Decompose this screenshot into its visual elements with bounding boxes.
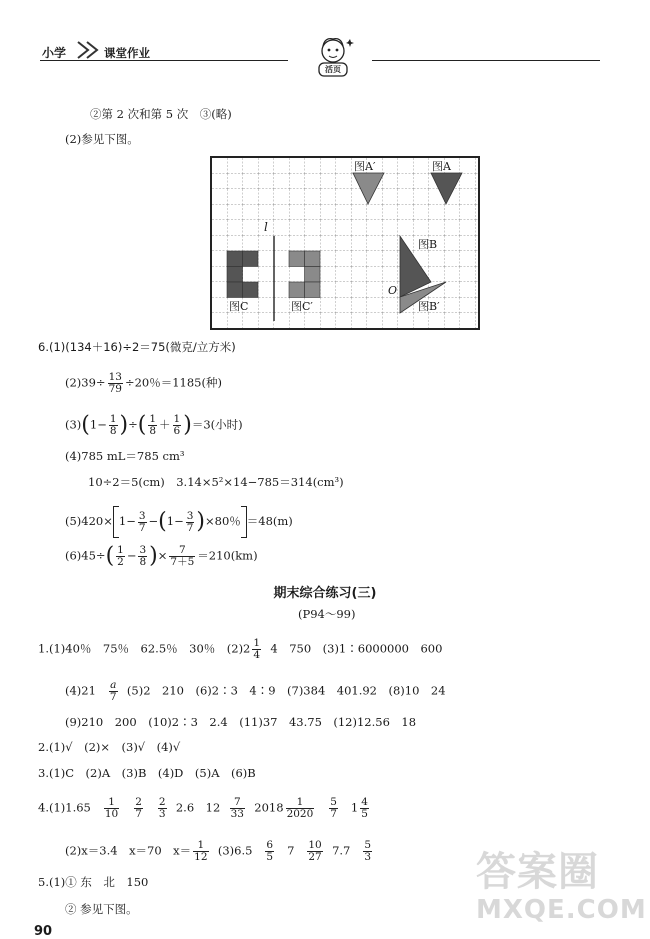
mascot-label: 活页	[325, 64, 341, 74]
section-pages: (P94～99)	[298, 607, 356, 621]
answer-line: (2)x＝3.4 x＝70 x＝ $\frac{1}{12}$ (3)6.5 $\frac{6}{5}$ 7 $\frac{10}{27}$ 7.7 $\frac{5}{3}$	[65, 839, 372, 863]
grid-figure	[210, 156, 480, 330]
answer-line: 10÷2＝5(cm) 3.14×5²×14−785＝314(cm³)	[88, 475, 344, 489]
page-number: 90	[34, 924, 53, 939]
header-rule-left	[40, 60, 288, 61]
header-level: 小学	[42, 46, 67, 60]
label-l: l	[264, 220, 268, 234]
answer-line: 6.(1)(134＋16)÷2＝75(微克/立方米)	[38, 340, 236, 354]
label-C: 图C	[229, 300, 249, 313]
answer-line: ②第 2 次和第 5 次 ③(略)	[90, 107, 232, 121]
answer-line: ② 参见下图。	[65, 902, 138, 916]
section-title: 期末综合练习(三)	[273, 586, 377, 601]
answer-line: 1.(1)40％ 75％ 62.5％ 30％ (2)2 $\frac{1}{4}$ 4 750 (3)1∶6000000 600	[38, 637, 443, 661]
mascot-icon	[308, 34, 358, 80]
answer-line: (3)(1− $\frac{1}{8}$ )÷( $\frac{1}{8}$ ＋ $\frac{1}{6}$ )＝3(小时)	[65, 412, 243, 438]
answer-line: 4.(1)1.65 $\frac{1}{10}$ $\frac{2}{7}$ $\frac{2}{3}$ 2.6 12 $\frac{7}{33}$ 2018 $\frac{1}{2020}$ $\frac{5}{7}$ 1 $\frac{4}{5}$	[38, 796, 368, 820]
label-A: 图A	[432, 160, 451, 173]
label-B: 图B	[418, 238, 438, 251]
answer-line: 2.(1)√ (2)× (3)√ (4)√	[38, 740, 181, 754]
label-C-prime: 图C′	[291, 300, 313, 313]
answer-line: (4)21 $\frac{a}{7}$ (5)2 210 (6)2∶3 4∶9 (7)384 401.92 (8)10 24	[65, 679, 446, 703]
label-A-prime: 图A′	[354, 160, 376, 173]
watermark-logo: 答案圈	[476, 849, 599, 895]
fraction: $\frac{13}{79}$	[108, 371, 122, 395]
answer-line: (2)参见下图。	[65, 132, 139, 146]
answer-line: (4)785 mL＝785 cm³	[65, 449, 185, 463]
answer-line: (5)420× 1− $\frac{3}{7}$ −(1− $\frac{3}{7}$ )×80％ ＝48(m)	[65, 506, 293, 538]
answer-line: (2)39÷ $\frac{13}{79}$ ÷20％＝1185(种)	[65, 371, 222, 395]
header-rule-right	[372, 60, 600, 61]
label-B-prime: 图B′	[418, 300, 440, 313]
watermark-url: MXQE.COM	[476, 895, 647, 925]
answer-line: 3.(1)C (2)A (3)B (4)D (5)A (6)B	[38, 766, 256, 780]
header-book: 课堂作业	[104, 46, 150, 60]
label-O: O	[388, 284, 398, 297]
answer-line: (9)210 200 (10)2∶3 2.4 (11)37 43.75 (12)12.56 18	[65, 715, 417, 729]
answer-line: (6)45÷( $\frac{1}{2}$ − $\frac{3}{8}$ )× $\frac{7}{7+5}$ ＝210(km)	[65, 543, 258, 569]
answer-line: 5.(1)① 东 北 150	[38, 875, 149, 889]
